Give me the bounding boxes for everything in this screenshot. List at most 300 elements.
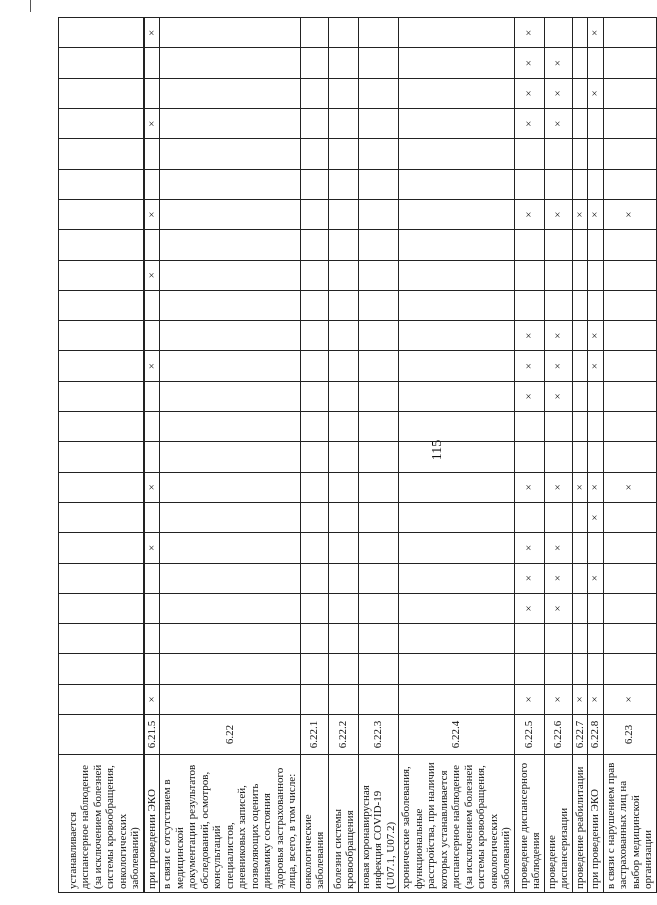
empty-cell bbox=[358, 290, 399, 320]
cross-mark: × bbox=[572, 684, 588, 714]
empty-cell bbox=[328, 563, 358, 593]
empty-cell bbox=[358, 502, 399, 532]
empty-cell bbox=[588, 139, 604, 169]
row-code: 6.23 bbox=[603, 715, 656, 755]
table-row bbox=[603, 18, 656, 893]
empty-cell bbox=[588, 381, 604, 411]
empty-cell bbox=[603, 109, 656, 139]
cross-mark: × bbox=[544, 593, 572, 623]
empty-cell bbox=[544, 230, 572, 260]
empty-cell bbox=[144, 381, 160, 411]
empty-cell bbox=[544, 412, 572, 442]
empty-cell bbox=[300, 381, 328, 411]
empty-cell bbox=[588, 48, 604, 78]
cross-mark: × bbox=[588, 472, 604, 502]
empty-cell bbox=[544, 260, 572, 290]
row-description: устанавливается диспансерное наблюдение (за исключением болезней системы кровообращения, онкологических заболеваний) bbox=[59, 755, 144, 893]
empty-cell bbox=[399, 654, 515, 684]
empty-cell bbox=[544, 624, 572, 654]
empty-cell bbox=[572, 290, 588, 320]
empty-cell bbox=[300, 563, 328, 593]
empty-cell bbox=[300, 18, 328, 48]
empty-cell bbox=[160, 442, 301, 472]
data-table bbox=[58, 17, 657, 893]
row-code: 6.22.8 bbox=[588, 715, 604, 755]
empty-cell bbox=[572, 321, 588, 351]
row-description: онкологические заболевания bbox=[300, 755, 328, 893]
empty-cell bbox=[572, 260, 588, 290]
cross-mark: × bbox=[144, 351, 160, 381]
empty-cell bbox=[399, 624, 515, 654]
empty-cell bbox=[358, 78, 399, 108]
empty-cell bbox=[603, 412, 656, 442]
empty-cell bbox=[144, 654, 160, 684]
empty-cell bbox=[300, 48, 328, 78]
cross-mark: × bbox=[144, 109, 160, 139]
row-code: 6.22.1 bbox=[300, 715, 328, 755]
row-code: 6.22.6 bbox=[544, 715, 572, 755]
table-row bbox=[160, 18, 301, 893]
empty-cell bbox=[59, 78, 144, 108]
empty-cell bbox=[514, 290, 544, 320]
empty-cell bbox=[603, 139, 656, 169]
empty-cell bbox=[358, 109, 399, 139]
cross-mark: × bbox=[544, 199, 572, 229]
empty-cell bbox=[544, 18, 572, 48]
empty-cell bbox=[160, 18, 301, 48]
empty-cell bbox=[300, 260, 328, 290]
cross-mark: × bbox=[144, 472, 160, 502]
empty-cell bbox=[603, 624, 656, 654]
empty-cell bbox=[399, 351, 515, 381]
empty-cell bbox=[160, 321, 301, 351]
empty-cell bbox=[59, 260, 144, 290]
empty-cell bbox=[160, 533, 301, 563]
empty-cell bbox=[603, 563, 656, 593]
empty-cell bbox=[59, 533, 144, 563]
empty-cell bbox=[59, 109, 144, 139]
empty-cell bbox=[59, 290, 144, 320]
empty-cell bbox=[59, 472, 144, 502]
empty-cell bbox=[544, 654, 572, 684]
empty-cell bbox=[544, 290, 572, 320]
empty-cell bbox=[399, 442, 515, 472]
empty-cell bbox=[399, 472, 515, 502]
empty-cell bbox=[514, 412, 544, 442]
empty-cell bbox=[603, 169, 656, 199]
empty-cell bbox=[572, 48, 588, 78]
empty-cell bbox=[144, 502, 160, 532]
empty-cell bbox=[160, 260, 301, 290]
empty-cell bbox=[358, 139, 399, 169]
empty-cell bbox=[588, 412, 604, 442]
empty-cell bbox=[603, 654, 656, 684]
empty-cell bbox=[588, 533, 604, 563]
empty-cell bbox=[59, 502, 144, 532]
cross-mark: × bbox=[544, 351, 572, 381]
empty-cell bbox=[160, 351, 301, 381]
empty-cell bbox=[328, 199, 358, 229]
empty-cell bbox=[358, 199, 399, 229]
cross-mark: × bbox=[603, 684, 656, 714]
empty-cell bbox=[603, 533, 656, 563]
row-code: 6.22.4 bbox=[399, 715, 515, 755]
cross-mark: × bbox=[514, 593, 544, 623]
cross-mark: × bbox=[544, 381, 572, 411]
empty-cell bbox=[328, 78, 358, 108]
empty-cell bbox=[399, 321, 515, 351]
empty-cell bbox=[358, 442, 399, 472]
cross-mark: × bbox=[588, 321, 604, 351]
cross-mark: × bbox=[544, 48, 572, 78]
cross-mark: × bbox=[588, 563, 604, 593]
empty-cell bbox=[160, 139, 301, 169]
empty-cell bbox=[358, 169, 399, 199]
empty-cell bbox=[514, 442, 544, 472]
table-row bbox=[514, 18, 544, 893]
cross-mark: × bbox=[514, 48, 544, 78]
empty-cell bbox=[160, 381, 301, 411]
cross-mark: × bbox=[514, 18, 544, 48]
empty-cell bbox=[588, 230, 604, 260]
empty-cell bbox=[160, 563, 301, 593]
empty-cell bbox=[300, 139, 328, 169]
empty-cell bbox=[514, 230, 544, 260]
table-row bbox=[572, 18, 588, 893]
empty-cell bbox=[328, 412, 358, 442]
empty-cell bbox=[160, 48, 301, 78]
cross-mark: × bbox=[514, 199, 544, 229]
empty-cell bbox=[399, 593, 515, 623]
empty-cell bbox=[160, 199, 301, 229]
cross-mark: × bbox=[544, 109, 572, 139]
empty-cell bbox=[328, 381, 358, 411]
empty-cell bbox=[399, 199, 515, 229]
row-description: проведение диспансеризации bbox=[544, 755, 572, 893]
empty-cell bbox=[588, 290, 604, 320]
empty-cell bbox=[328, 442, 358, 472]
empty-cell bbox=[572, 351, 588, 381]
empty-cell bbox=[144, 442, 160, 472]
empty-cell bbox=[588, 624, 604, 654]
empty-cell bbox=[358, 18, 399, 48]
empty-cell bbox=[144, 78, 160, 108]
empty-cell bbox=[59, 684, 144, 714]
empty-cell bbox=[572, 624, 588, 654]
scan-corner-mark bbox=[30, 0, 43, 12]
empty-cell bbox=[572, 109, 588, 139]
row-description: болезни системы кровообращения bbox=[328, 755, 358, 893]
row-description: в связи с нарушением прав застрахованных лиц на выбор медицинской организации bbox=[603, 755, 656, 893]
empty-cell bbox=[399, 563, 515, 593]
row-description: проведение реабилитации bbox=[572, 755, 588, 893]
empty-cell bbox=[399, 169, 515, 199]
empty-cell bbox=[358, 472, 399, 502]
empty-cell bbox=[328, 109, 358, 139]
empty-cell bbox=[603, 48, 656, 78]
row-description: при проведении ЭКО bbox=[588, 755, 604, 893]
empty-cell bbox=[544, 139, 572, 169]
empty-cell bbox=[572, 533, 588, 563]
empty-cell bbox=[300, 502, 328, 532]
table-row bbox=[588, 18, 604, 893]
empty-cell bbox=[603, 502, 656, 532]
empty-cell bbox=[544, 442, 572, 472]
cross-mark: × bbox=[544, 321, 572, 351]
row-description: хронические заболевания, функциональные расстройства, при наличии которых устанавливается диспансерное наблюдение (за исключением болезней системы кровообращения, онкологических заболеваний) bbox=[399, 755, 515, 893]
cross-mark: × bbox=[514, 563, 544, 593]
empty-cell bbox=[603, 321, 656, 351]
row-code: 6.21.5 bbox=[144, 715, 160, 755]
empty-cell bbox=[160, 624, 301, 654]
empty-cell bbox=[328, 684, 358, 714]
empty-cell bbox=[572, 654, 588, 684]
empty-cell bbox=[603, 18, 656, 48]
row-code: 6.22.5 bbox=[514, 715, 544, 755]
cross-mark: × bbox=[588, 18, 604, 48]
empty-cell bbox=[358, 381, 399, 411]
table-row bbox=[544, 18, 572, 893]
cross-mark: × bbox=[544, 78, 572, 108]
empty-cell bbox=[300, 230, 328, 260]
cross-mark: × bbox=[514, 684, 544, 714]
cross-mark: × bbox=[514, 381, 544, 411]
empty-cell bbox=[59, 351, 144, 381]
empty-cell bbox=[328, 593, 358, 623]
row-description: проведение диспансерного наблюдения bbox=[514, 755, 544, 893]
empty-cell bbox=[144, 321, 160, 351]
empty-cell bbox=[572, 502, 588, 532]
empty-cell bbox=[160, 109, 301, 139]
empty-cell bbox=[572, 169, 588, 199]
cross-mark: × bbox=[514, 78, 544, 108]
empty-cell bbox=[59, 381, 144, 411]
empty-cell bbox=[144, 139, 160, 169]
empty-cell bbox=[572, 18, 588, 48]
cross-mark: × bbox=[144, 533, 160, 563]
empty-cell bbox=[514, 624, 544, 654]
empty-cell bbox=[59, 654, 144, 684]
empty-cell bbox=[399, 18, 515, 48]
cross-mark: × bbox=[588, 199, 604, 229]
empty-cell bbox=[300, 412, 328, 442]
empty-cell bbox=[603, 351, 656, 381]
empty-cell bbox=[399, 78, 515, 108]
empty-cell bbox=[300, 78, 328, 108]
empty-cell bbox=[328, 290, 358, 320]
empty-cell bbox=[358, 48, 399, 78]
empty-cell bbox=[59, 139, 144, 169]
empty-cell bbox=[160, 230, 301, 260]
empty-cell bbox=[358, 260, 399, 290]
cross-mark: × bbox=[144, 260, 160, 290]
cross-mark: × bbox=[588, 502, 604, 532]
empty-cell bbox=[144, 624, 160, 654]
empty-cell bbox=[358, 624, 399, 654]
empty-cell bbox=[144, 230, 160, 260]
table-row bbox=[300, 18, 328, 893]
empty-cell bbox=[144, 169, 160, 199]
empty-cell bbox=[300, 290, 328, 320]
empty-cell bbox=[160, 290, 301, 320]
empty-cell bbox=[59, 624, 144, 654]
empty-cell bbox=[358, 412, 399, 442]
cross-mark: × bbox=[588, 351, 604, 381]
empty-cell bbox=[572, 593, 588, 623]
empty-cell bbox=[603, 593, 656, 623]
empty-cell bbox=[59, 563, 144, 593]
empty-cell bbox=[59, 442, 144, 472]
empty-cell bbox=[300, 169, 328, 199]
empty-cell bbox=[572, 78, 588, 108]
empty-cell bbox=[328, 18, 358, 48]
empty-cell bbox=[399, 139, 515, 169]
cross-mark: × bbox=[588, 78, 604, 108]
empty-cell bbox=[358, 684, 399, 714]
row-code: 6.22.2 bbox=[328, 715, 358, 755]
table-row bbox=[328, 18, 358, 893]
cross-mark: × bbox=[144, 18, 160, 48]
empty-cell bbox=[588, 593, 604, 623]
empty-cell bbox=[328, 139, 358, 169]
cross-mark: × bbox=[544, 684, 572, 714]
empty-cell bbox=[328, 472, 358, 502]
empty-cell bbox=[300, 654, 328, 684]
empty-cell bbox=[160, 472, 301, 502]
empty-cell bbox=[328, 260, 358, 290]
cross-mark: × bbox=[603, 472, 656, 502]
cross-mark: × bbox=[544, 472, 572, 502]
empty-cell bbox=[144, 563, 160, 593]
empty-cell bbox=[572, 139, 588, 169]
cross-mark: × bbox=[514, 321, 544, 351]
empty-cell bbox=[160, 412, 301, 442]
empty-cell bbox=[603, 290, 656, 320]
cross-mark: × bbox=[514, 109, 544, 139]
row-description: при проведении ЭКО bbox=[144, 755, 160, 893]
cross-mark: × bbox=[144, 199, 160, 229]
empty-cell bbox=[514, 260, 544, 290]
empty-cell bbox=[572, 230, 588, 260]
empty-cell bbox=[514, 654, 544, 684]
empty-cell bbox=[399, 684, 515, 714]
empty-cell bbox=[399, 260, 515, 290]
empty-cell bbox=[399, 381, 515, 411]
table-row bbox=[144, 18, 160, 893]
empty-cell bbox=[300, 533, 328, 563]
empty-cell bbox=[572, 412, 588, 442]
cross-mark: × bbox=[544, 533, 572, 563]
empty-cell bbox=[358, 351, 399, 381]
empty-cell bbox=[328, 48, 358, 78]
table-row bbox=[59, 18, 144, 893]
empty-cell bbox=[603, 78, 656, 108]
empty-cell bbox=[328, 654, 358, 684]
empty-cell bbox=[399, 48, 515, 78]
empty-cell bbox=[399, 109, 515, 139]
row-code: 6.22.7 bbox=[572, 715, 588, 755]
empty-cell bbox=[328, 502, 358, 532]
empty-cell bbox=[603, 260, 656, 290]
empty-cell bbox=[328, 230, 358, 260]
empty-cell bbox=[59, 169, 144, 199]
empty-cell bbox=[603, 381, 656, 411]
empty-cell bbox=[514, 502, 544, 532]
empty-cell bbox=[358, 321, 399, 351]
empty-cell bbox=[544, 169, 572, 199]
empty-cell bbox=[59, 18, 144, 48]
cross-mark: × bbox=[544, 563, 572, 593]
empty-cell bbox=[358, 230, 399, 260]
empty-cell bbox=[59, 199, 144, 229]
empty-cell bbox=[59, 48, 144, 78]
empty-cell bbox=[399, 230, 515, 260]
cross-mark: × bbox=[572, 472, 588, 502]
empty-cell bbox=[572, 563, 588, 593]
empty-cell bbox=[144, 48, 160, 78]
row-code bbox=[59, 715, 144, 755]
cross-mark: × bbox=[514, 472, 544, 502]
empty-cell bbox=[59, 321, 144, 351]
empty-cell bbox=[144, 412, 160, 442]
empty-cell bbox=[358, 563, 399, 593]
empty-cell bbox=[399, 533, 515, 563]
row-description: новая коронавирусная инфекция COVID-19 (U07.1, U07.2) bbox=[358, 755, 399, 893]
empty-cell bbox=[328, 169, 358, 199]
rotated-table-wrapper bbox=[58, 18, 654, 893]
cross-mark: × bbox=[603, 199, 656, 229]
cross-mark: × bbox=[514, 351, 544, 381]
empty-cell bbox=[328, 624, 358, 654]
empty-cell bbox=[300, 109, 328, 139]
table-row bbox=[399, 18, 515, 893]
empty-cell bbox=[59, 230, 144, 260]
empty-cell bbox=[300, 442, 328, 472]
empty-cell bbox=[358, 593, 399, 623]
empty-cell bbox=[399, 412, 515, 442]
cross-mark: × bbox=[514, 533, 544, 563]
empty-cell bbox=[399, 290, 515, 320]
row-description: в связи с отсутствием в медицинской документации результатов обследований, осмотров, консультаций специалистов, дневниковых записей, позволяющих оценить динамику состояния здоровья застрахованного лица, всего, в том числе: bbox=[160, 755, 301, 893]
empty-cell bbox=[144, 290, 160, 320]
empty-cell bbox=[300, 351, 328, 381]
empty-cell bbox=[399, 502, 515, 532]
row-code: 6.22.3 bbox=[358, 715, 399, 755]
empty-cell bbox=[588, 109, 604, 139]
empty-cell bbox=[588, 260, 604, 290]
empty-cell bbox=[588, 442, 604, 472]
empty-cell bbox=[300, 624, 328, 654]
empty-cell bbox=[544, 502, 572, 532]
row-code: 6.22 bbox=[160, 715, 301, 755]
cross-mark: × bbox=[572, 199, 588, 229]
empty-cell bbox=[328, 351, 358, 381]
empty-cell bbox=[160, 684, 301, 714]
page-number: 115 bbox=[430, 439, 445, 461]
empty-cell bbox=[588, 169, 604, 199]
cross-mark: × bbox=[588, 684, 604, 714]
empty-cell bbox=[514, 169, 544, 199]
empty-cell bbox=[144, 593, 160, 623]
empty-cell bbox=[59, 593, 144, 623]
empty-cell bbox=[160, 169, 301, 199]
empty-cell bbox=[588, 654, 604, 684]
empty-cell bbox=[160, 654, 301, 684]
empty-cell bbox=[358, 533, 399, 563]
empty-cell bbox=[300, 199, 328, 229]
empty-cell bbox=[328, 321, 358, 351]
empty-cell bbox=[358, 654, 399, 684]
